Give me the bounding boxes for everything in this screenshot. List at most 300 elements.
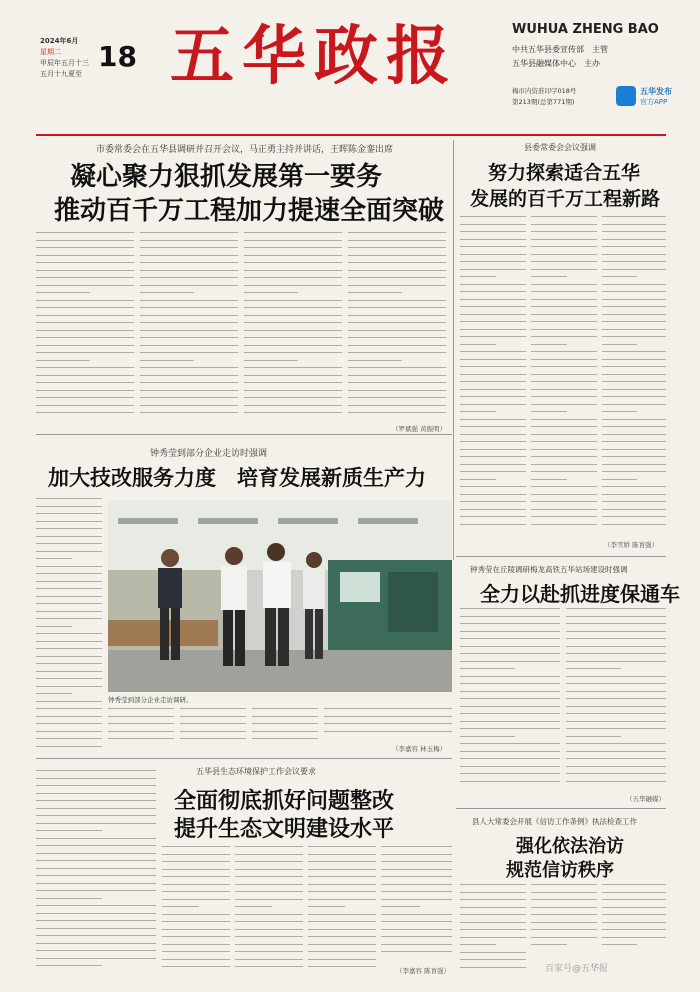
text-line (244, 330, 342, 331)
text-line (140, 345, 238, 346)
text-line (460, 899, 526, 900)
text-line (602, 929, 666, 930)
text-line (36, 315, 134, 316)
text-line (602, 494, 666, 495)
date: 2024年6月 (40, 37, 79, 45)
text-line (531, 914, 597, 915)
text-line (162, 951, 230, 952)
text-line (531, 246, 597, 247)
bottom-left-column-3 (235, 846, 303, 974)
text-line (36, 838, 156, 839)
text-line (308, 929, 376, 930)
text-line (36, 898, 102, 899)
text-line (460, 668, 515, 669)
text-line (602, 464, 666, 465)
text-line (36, 671, 102, 672)
text-line (531, 464, 597, 465)
text-line (460, 381, 526, 382)
text-line (566, 721, 666, 722)
text-line (235, 899, 303, 900)
text-line (36, 405, 134, 406)
lead-column-2 (140, 232, 238, 420)
text-line (140, 367, 238, 368)
text-line (244, 360, 298, 361)
text-line (348, 270, 446, 271)
right-mid-byline: （五华融媒） (626, 795, 665, 803)
text-line (602, 441, 666, 442)
text-line (566, 766, 666, 767)
text-line (244, 382, 342, 383)
text-line (162, 869, 230, 870)
bottom-left-byline: （李嘉容 陈育强） (396, 967, 451, 975)
text-line (348, 375, 446, 376)
text-line (36, 573, 102, 574)
text-line (531, 509, 597, 510)
text-line (460, 758, 560, 759)
text-line (108, 738, 174, 739)
text-line (602, 306, 666, 307)
text-line (140, 240, 238, 241)
text-line (566, 631, 666, 632)
text-line (460, 366, 526, 367)
text-line (235, 951, 303, 952)
text-line (36, 240, 134, 241)
text-line (531, 494, 597, 495)
text-line (36, 513, 102, 514)
text-line (602, 336, 666, 337)
text-line (381, 936, 452, 937)
bottom-left-kicker: 五华县生态环境保护工作会议要求 (196, 767, 316, 776)
text-line (162, 899, 230, 900)
text-line (324, 731, 452, 732)
text-line (531, 922, 597, 923)
text-line (381, 929, 452, 930)
text-line (36, 686, 102, 687)
text-line (602, 381, 666, 382)
text-line (348, 232, 446, 233)
text-line (36, 307, 134, 308)
text-line (460, 426, 526, 427)
text-line (140, 270, 238, 271)
text-line (460, 653, 560, 654)
right-mid-column-1 (460, 608, 560, 792)
issue-info (512, 86, 576, 108)
text-line (602, 509, 666, 510)
text-line (36, 367, 134, 368)
text-line (36, 716, 102, 717)
text-line (36, 860, 156, 861)
factory-photo (108, 500, 452, 692)
text-line (36, 596, 102, 597)
section-divider (36, 434, 452, 435)
text-line (235, 936, 303, 937)
text-line (602, 524, 666, 525)
text-line (531, 299, 597, 300)
text-line (36, 958, 156, 959)
text-line (36, 663, 102, 664)
text-line (244, 322, 342, 323)
text-line (36, 641, 102, 642)
text-line (235, 891, 303, 892)
text-line (460, 661, 560, 662)
lead-headline-2: 推动百千万工程加力提速全面突破 (54, 196, 445, 226)
watermark: 百家号@五华报 (545, 964, 609, 974)
text-line (602, 449, 666, 450)
text-line (244, 232, 342, 233)
text-line (36, 618, 102, 619)
right-top-column-1 (460, 216, 526, 534)
text-line (460, 351, 526, 352)
middle-column-5 (324, 708, 452, 740)
text-line (140, 375, 238, 376)
text-line (36, 928, 156, 929)
text-line (36, 890, 156, 891)
lead-column-1 (36, 232, 134, 420)
text-line (36, 360, 90, 361)
text-line (140, 285, 238, 286)
text-line (531, 389, 597, 390)
text-line (460, 736, 515, 737)
bottom-left-column-5 (381, 846, 452, 964)
text-line (36, 232, 134, 233)
text-line (460, 683, 560, 684)
lunar-date: 甲辰年五月十三 (40, 59, 89, 67)
text-line (381, 906, 420, 907)
text-line (108, 716, 174, 717)
text-line (308, 936, 376, 937)
text-line (602, 231, 666, 232)
text-line (244, 240, 342, 241)
text-line (460, 929, 526, 930)
text-line (36, 322, 134, 323)
text-line (36, 701, 102, 702)
text-line (36, 656, 102, 657)
text-line (460, 344, 496, 345)
bottom-right-column-3 (602, 884, 666, 954)
text-line (348, 360, 402, 361)
text-line (602, 321, 666, 322)
text-line (566, 668, 621, 669)
text-line (140, 382, 238, 383)
text-line (460, 638, 560, 639)
text-line (602, 389, 666, 390)
publisher: 中共五华县委宣传部 主管 (512, 45, 608, 54)
text-line (36, 935, 156, 936)
text-line (252, 723, 318, 724)
masthead-rule (36, 134, 666, 136)
app-logo-icon (616, 86, 636, 106)
text-line (602, 224, 666, 225)
text-line (460, 284, 526, 285)
text-line (244, 390, 342, 391)
lead-column-4 (348, 232, 446, 420)
text-line (140, 352, 238, 353)
text-line (602, 284, 666, 285)
text-line (531, 254, 597, 255)
text-line (602, 922, 666, 923)
text-line (460, 441, 526, 442)
text-line (531, 329, 597, 330)
text-line (460, 631, 560, 632)
text-line (36, 277, 134, 278)
text-line (460, 479, 496, 480)
text-line (308, 906, 345, 907)
text-line (36, 731, 102, 732)
text-line (235, 959, 303, 960)
text-line (566, 638, 666, 639)
text-line (308, 861, 376, 862)
text-line (460, 299, 526, 300)
text-line (36, 738, 102, 739)
bottom-left-column-4 (308, 846, 376, 974)
text-line (140, 315, 238, 316)
text-line (460, 922, 526, 923)
text-line (531, 314, 597, 315)
text-line (36, 352, 134, 353)
text-line (602, 516, 666, 517)
page-number: 18 (98, 40, 137, 73)
text-line (140, 330, 238, 331)
text-line (531, 269, 597, 270)
text-line (162, 861, 230, 862)
text-line (531, 276, 567, 277)
text-line (36, 255, 134, 256)
text-line (566, 661, 666, 662)
text-line (531, 892, 597, 893)
text-line (460, 967, 526, 968)
text-line (602, 892, 666, 893)
text-line (460, 721, 560, 722)
app-name: 五华发布 (640, 87, 672, 96)
text-line (531, 929, 597, 930)
text-line (460, 374, 526, 375)
text-line (235, 914, 303, 915)
text-line (460, 494, 526, 495)
text-line (36, 943, 156, 944)
text-line (324, 716, 452, 717)
text-line (324, 708, 452, 709)
text-line (348, 247, 446, 248)
text-line (36, 793, 156, 794)
text-line (244, 270, 342, 271)
text-line (602, 479, 637, 480)
right-mid-headline: 全力以赴抓进度保通车 (480, 582, 680, 606)
text-line (348, 405, 446, 406)
text-line (348, 337, 446, 338)
text-line (108, 708, 174, 709)
text-line (140, 322, 238, 323)
solar-term: 五月十九夏至 (40, 70, 82, 78)
text-line (531, 404, 597, 405)
text-line (308, 921, 376, 922)
text-line (566, 608, 666, 609)
right-mid-column-2 (566, 608, 666, 792)
text-line (460, 743, 560, 744)
text-line (531, 907, 597, 908)
text-line (140, 412, 238, 413)
masthead-title: 五华政报 (170, 19, 458, 94)
text-line (566, 773, 666, 774)
text-line (460, 254, 526, 255)
text-line (36, 920, 156, 921)
text-line (531, 434, 597, 435)
text-line (531, 884, 597, 885)
text-line (381, 899, 452, 900)
text-line (244, 285, 342, 286)
text-line (602, 937, 666, 938)
right-top-headline-1: 努力探索适合五华 (488, 162, 641, 184)
text-line (460, 359, 526, 360)
text-line (348, 382, 446, 383)
text-line (531, 471, 597, 472)
bottom-divider (36, 758, 452, 759)
text-line (602, 426, 666, 427)
text-line (602, 899, 666, 900)
text-line (460, 329, 526, 330)
text-line (36, 247, 134, 248)
text-line (308, 854, 376, 855)
text-line (531, 479, 567, 480)
text-line (531, 411, 567, 412)
text-line (460, 269, 526, 270)
text-line (381, 944, 452, 945)
text-line (235, 869, 303, 870)
text-line (108, 723, 174, 724)
right-top-kicker: 县委常委会会议强调 (524, 143, 596, 152)
text-line (460, 691, 560, 692)
text-line (140, 307, 238, 308)
lead-headline-1: 凝心聚力狠抓发展第一要务 (70, 162, 383, 192)
text-line (460, 509, 526, 510)
text-line (244, 337, 342, 338)
text-line (460, 464, 526, 465)
text-line (36, 678, 102, 679)
text-line (602, 246, 666, 247)
text-line (531, 321, 597, 322)
text-line (348, 367, 446, 368)
text-line (36, 693, 72, 694)
text-line (460, 291, 526, 292)
text-line (36, 498, 102, 499)
text-line (381, 861, 452, 862)
text-line (36, 648, 102, 649)
text-line (308, 899, 376, 900)
text-line (348, 412, 446, 413)
text-line (531, 937, 597, 938)
text-line (460, 306, 526, 307)
middle-headline: 加大技改服务力度 培育发展新质生产力 (48, 465, 426, 490)
text-line (566, 646, 666, 647)
text-line (602, 344, 637, 345)
text-line (324, 723, 452, 724)
text-line (531, 216, 597, 217)
text-line (602, 299, 666, 300)
middle-column-3 (180, 708, 246, 748)
text-line (531, 441, 597, 442)
text-line (460, 246, 526, 247)
text-line (602, 314, 666, 315)
text-line (308, 891, 376, 892)
text-line (602, 419, 666, 420)
text-line (531, 396, 597, 397)
masthead-pinyin: WUHUA ZHENG BAO (512, 22, 659, 37)
text-line (252, 738, 318, 739)
text-line (602, 276, 637, 277)
text-line (460, 404, 526, 405)
text-line (460, 389, 526, 390)
text-line (36, 603, 102, 604)
text-line (531, 284, 597, 285)
text-line (244, 307, 342, 308)
host: 五华县融媒体中心 主办 (512, 59, 600, 68)
text-line (348, 390, 446, 391)
text-line (36, 905, 156, 906)
text-line (252, 731, 318, 732)
text-line (381, 846, 452, 847)
text-line (162, 854, 230, 855)
text-line (235, 906, 272, 907)
text-line (308, 876, 376, 877)
text-line (252, 708, 318, 709)
text-line (460, 884, 526, 885)
text-line (140, 360, 194, 361)
text-line (531, 231, 597, 232)
text-line (308, 869, 376, 870)
text-line (36, 633, 102, 634)
text-line (460, 676, 560, 677)
text-line (140, 292, 194, 293)
column-divider (453, 140, 454, 560)
text-line (460, 728, 560, 729)
text-line (244, 397, 342, 398)
text-line (308, 846, 376, 847)
right-mid-kicker: 钟秀莹在丘陵调研梅龙高铁五华站场建设时强调 (470, 565, 628, 574)
text-line (244, 315, 342, 316)
text-line (180, 708, 246, 709)
text-line (566, 706, 666, 707)
text-line (602, 434, 666, 435)
text-line (308, 966, 376, 967)
text-line (460, 616, 560, 617)
text-line (36, 412, 134, 413)
text-line (140, 232, 238, 233)
text-line (531, 516, 597, 517)
factory-photo-image (108, 500, 452, 692)
text-line (460, 239, 526, 240)
text-line (36, 375, 134, 376)
text-line (235, 846, 303, 847)
text-line (348, 352, 446, 353)
text-line (36, 800, 156, 801)
text-line (36, 558, 72, 559)
text-line (162, 966, 230, 967)
text-line (36, 506, 102, 507)
text-line (235, 854, 303, 855)
text-line (566, 758, 666, 759)
right-top-byline: （李雪娇 陈育强） (604, 541, 659, 549)
text-line (36, 853, 156, 854)
text-line (36, 950, 156, 951)
text-line (108, 731, 174, 732)
text-line (566, 743, 666, 744)
text-line (566, 781, 666, 782)
text-line (36, 815, 156, 816)
right-top-headline-2: 发展的百千万工程新路 (470, 188, 661, 210)
text-line (140, 300, 238, 301)
text-line (180, 716, 246, 717)
app-subtitle: 官方APP (640, 98, 668, 106)
text-line (602, 907, 666, 908)
